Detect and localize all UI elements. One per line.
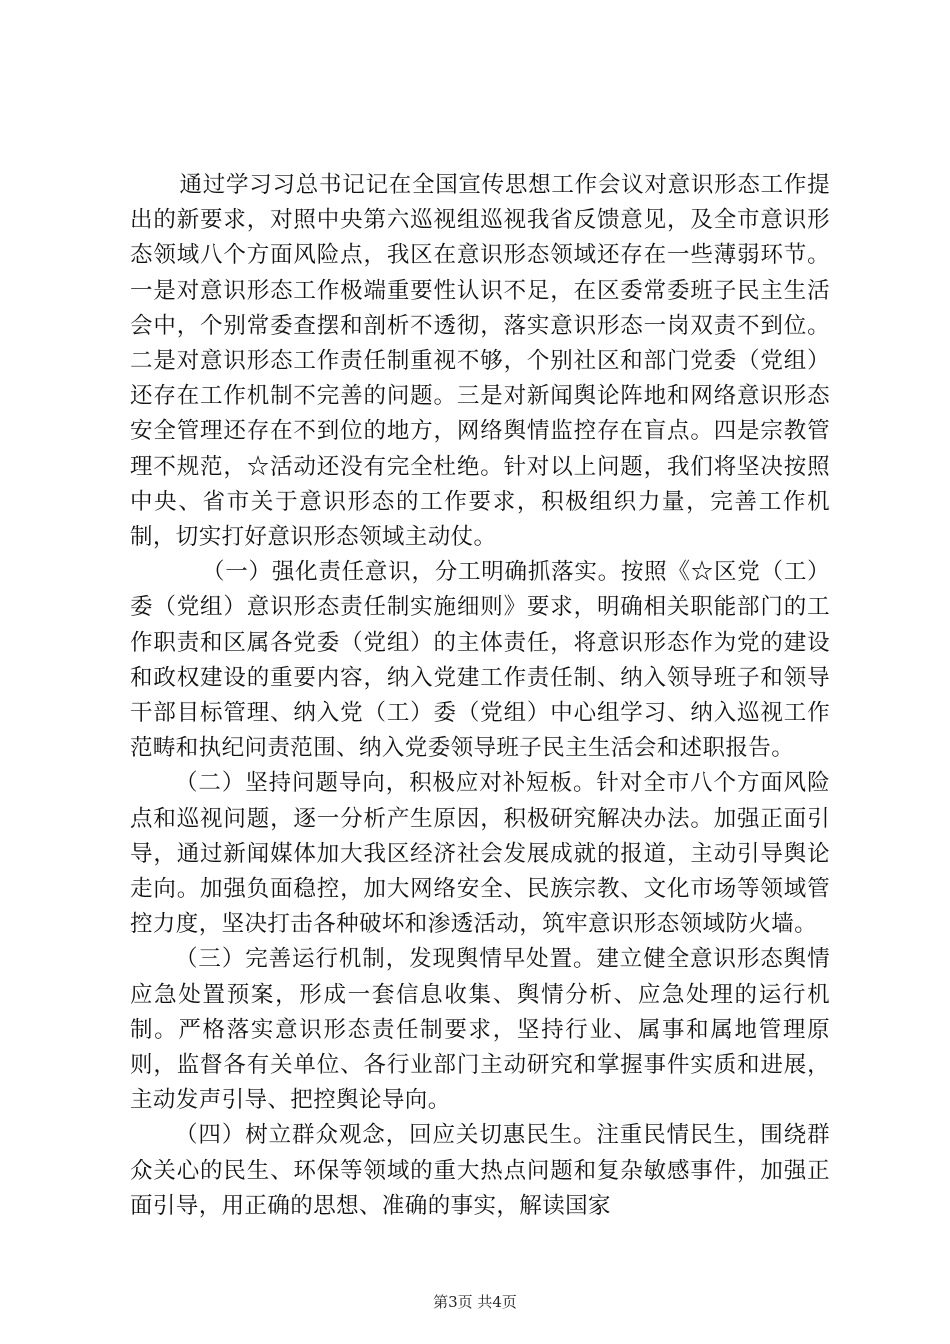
paragraph-item-1: （一）强化责任意识，分工明确抓落实。按照《☆区党（工）委（党组）意识形态责任制实施细则》要求，明确相关职能部门的工作职责和区属各党委（党组）的主体责任，将意识形态作为党的建设和政权建设的重要内容，纳入党建工作责任制、纳入领导班子和领导干部目标管理、纳入党（工）委（党组）中心组学习、纳入巡视工作范畴和执纪问责范围、纳入党委领导班子民主生活会和述职报告。 [130, 559, 830, 762]
document-body [130, 168, 830, 1224]
paragraph-intro: 通过学习习总书记记在全国宣传思想工作会议对意识形态工作提出的新要求，对照中央第六巡视组巡视我省反馈意见，及全市意识形态领域八个方面风险点，我区在意识形态领域还存在一些薄弱环节。一是对意识形态工作极端重要性认识不足，在区委常委班子民主生活会中，个别常委查摆和剖析不透彻，落实意识形态一岗双责不到位。二是对意识形态工作责任制重视不够，个别社区和部门党委（党组）还存在工作机制不完善的问题。三是对新闻舆论阵地和网络意识形态安全管理还存在不到位的地方，网络舆情监控存在盲点。四是宗教管理不规范，☆活动还没有完全杜绝。针对以上问题，我们将坚决按照中央、省市关于意识形态的工作要求，积极组织力量，完善工作机制，切实打好意识形态领域主动仗。 [130, 172, 830, 551]
page-footer: 第3页 共4页 [433, 1293, 517, 1311]
paragraph-item-4: （四）树立群众观念，回应关切惠民生。注重民情民生，围绕群众关心的民生、环保等领域的重大热点问题和复杂敏感事件，加强正面引导，用正确的思想、准确的事实，解读国家 [130, 1122, 830, 1219]
paragraph-item-2: （二）坚持问题导向，积极应对补短板。针对全市八个方面风险点和巡视问题，逐一分析产生原因，积极研究解决办法。加强正面引导，通过新闻媒体加大我区经济社会发展成就的报道，主动引导舆论走向。加强负面稳控，加大网络安全、民族宗教、文化市场等领域管控力度，坚决打击各种破坏和渗透活动，筑牢意识形态领域防火墙。 [130, 770, 830, 938]
paragraph-item-3: （三）完善运行机制，发现舆情早处置。建立健全意识形态舆情应急处置预案，形成一套信息收集、舆情分析、应急处理的运行机制。严格落实意识形态责任制要求，坚持行业、属事和属地管理原则，监督各有关单位、各行业部门主动研究和掌握事件实质和进展，主动发声引导、把控舆论导向。 [130, 946, 830, 1114]
